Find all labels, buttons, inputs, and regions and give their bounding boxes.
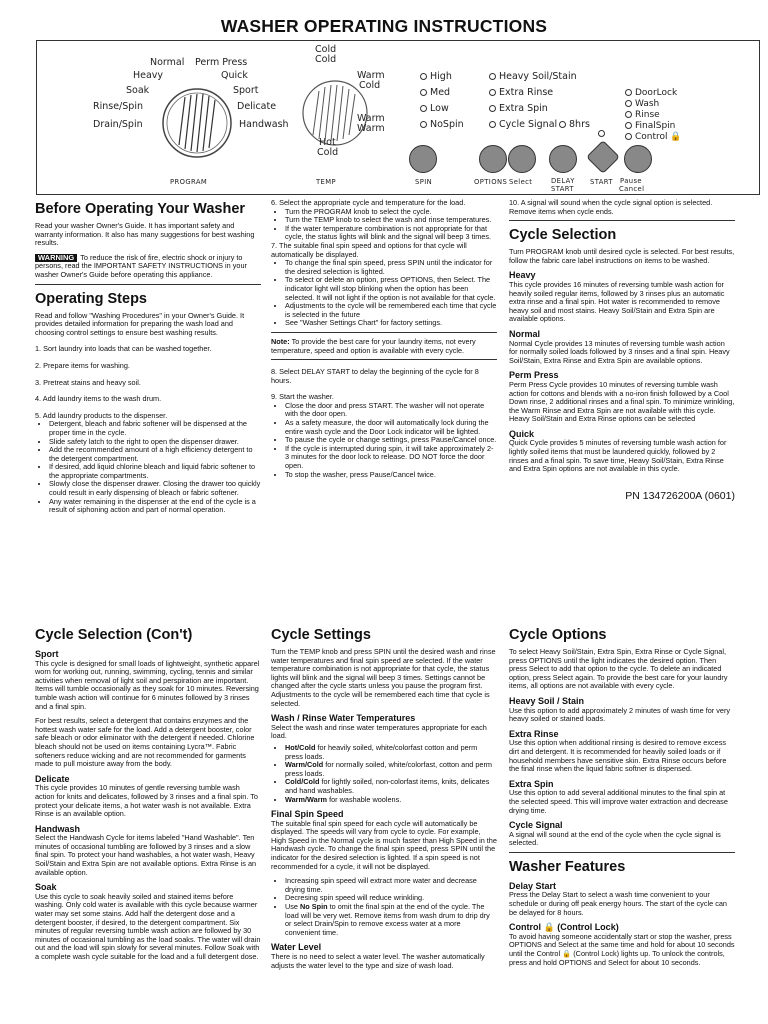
normal-text: Normal Cycle provides 13 minutes of reversing tumble wash action for normally soiled loads followed by 3 rinses and a final spin. Heavy Soil/Stain, Extra Rinse and Extra Spin are available options. (509, 338, 730, 365)
program-handwash: Handwash (239, 119, 289, 130)
step-2: 2. Prepare items for washing. (35, 360, 130, 370)
steps-text: Read and follow "Washing Procedures" in your Owner's Guide. It provides detailed information for preparing the wash load and choosing control settings to ensure best washing results. (35, 310, 245, 337)
es-heading: Extra Spin (509, 778, 554, 789)
divider (509, 220, 735, 221)
lock-icon: 🔒 (670, 132, 682, 142)
ctrl-text: To avoid having someone accidentally start or stop the washer, press OPTIONS and Select at the same time and hold for about 10 seconds until the Control 🔒 (Control Lock) lights up. To unlock the controls, press and hold OPTIONS and Select for about 10 seconds. (509, 931, 735, 967)
divider (509, 852, 735, 853)
option-8hrs-led: 8hrs (559, 119, 590, 130)
spin-nospin-led: NoSpin (420, 119, 464, 130)
list-item: • Detergent, bleach and fabric softener will be dispensed at the proper time in the cycle. (49, 420, 261, 437)
cycle-heading: Cycle Selection (509, 227, 617, 244)
temp-warm-cold-2: Cold (359, 80, 381, 91)
normal-heading: Normal (509, 328, 541, 339)
program-quick: Quick (221, 70, 248, 81)
temp-hot-cold-2: Cold (317, 147, 339, 158)
list-item: • Add the recommended amount of a high efficiency detergent to the detergent compartment. (49, 446, 261, 463)
list-item: • To stop the washer, press Pause/Cancel twice. (285, 471, 497, 480)
program-perm-press: Perm Press (195, 57, 248, 68)
hs-heading: Heavy Soil / Stain (509, 695, 585, 706)
sport-text: This cycle is designed for small loads of lightweight, synthetic apparel worn for working out, running, swimming, cycling, tennis and similar activities when removal of light soil and perspiration are important. Items will tumble occasionally as they soak for 10 minutes. Reversing tumble wash action will continue for 6 minutes followed by 3 rinses and a final spin. (35, 658, 260, 711)
steps-heading: Operating Steps (35, 290, 147, 307)
step-5-bullets (49, 420, 261, 515)
list-item: • To pause the cycle or change settings, press Pause/Cancel once. (285, 436, 497, 445)
start-indicator-led (598, 130, 605, 137)
ds-text: Press the Delay Start to select a wash time convenient to your schedule or during off peak energy hours. The start of the cycle can be delayed for 8 hours. (509, 890, 727, 917)
select-button[interactable] (508, 145, 536, 173)
status-control-led: Control 🔒 (625, 132, 682, 142)
status-wash-led: Wash (625, 99, 659, 109)
list-item: • Adjustments to the cycle will be remembered each time that cycle is selected in the future (285, 302, 497, 319)
list-item: • Decresing spin speed will reduce wrinkling. (285, 894, 497, 903)
sport-text-2: For best results, select a detergent that contains enzymes and the hottest wash water safe for the load. Add a detergent booster, color safe bleach or odor eliminator with the detergent if needed. Chlorine bleach should not be used on items containing Lycra™. Fabric softeners reduce wicking and are not recommended for garments made to pull moisture away from the body. (35, 716, 255, 769)
temp-warm-warm-2: Warm (357, 123, 385, 134)
list-item: • As a safety measure, the door will automatically lock during the entire wash cycle and the Door Lock indicator will be lighted. (285, 419, 497, 436)
delicate-heading: Delicate (35, 773, 70, 784)
handwash-heading: Handwash (35, 823, 81, 834)
list-item: • To select or delete an option, press OPTIONS, then Select. The indicator light will stop blinking when the option has been selected. It will not light if the option is not available for that cycle. (285, 276, 497, 302)
spin-low-led: Low (420, 103, 449, 114)
soak-text: Use this cycle to soak heavily soiled and stained items before washing. Only cold water is available with this cycle because warmer water may set some stains. Add half the detergent dose and a detergent booster, if desired, to the detergent compartment. Six minutes of regular reversing tumble wash action are followed by 30 minutes of occasional tumbling as the load soaks. The water will drain out and the load will spin slowly for several minutes. Follow Soak with a complete wash cycle suitable for the load and a full detergent dose. (35, 891, 261, 961)
cycle-text: Turn PROGRAM knob until desired cycle is selected. For best results, follow the fabric care label instructions on items to be washed. (509, 247, 735, 265)
temp-cold-cold-top1: Cold (315, 44, 337, 55)
option-cycle-signal-led: Cycle Signal (489, 119, 557, 130)
program-heavy: Heavy (133, 70, 164, 81)
list-item: • Warm/Cold for normally soiled, white/colorfast, cotton and perm press loads. (285, 761, 497, 778)
list-item: • Slowly close the dispenser drawer. Closing the drawer too quickly could result in early dispensing of bleach or fabric softener. (49, 480, 261, 497)
program-knob[interactable] (157, 83, 237, 163)
options-button[interactable] (479, 145, 507, 173)
before-text: Read your washer Owner's Guide. It has important safety and warranty information. It also has many suggestions for best washing results. (35, 221, 255, 248)
program-rinse-spin: Rinse/Spin (93, 101, 143, 112)
col-cycle-selection-cont (35, 626, 261, 965)
level-text: There is no need to select a water level. The washer automatically adjusts the water level to the type and size of wash load. (271, 952, 485, 970)
list-item: • If the cycle is interrupted during spin, it will take approximately 2-3 minutes for the door lock to release. DO NOT force the door open. (285, 445, 497, 471)
spin-med-led: Med (420, 87, 450, 98)
list-item: • Warm/Warm for washable woolens. (285, 796, 497, 805)
sport-heading: Sport (35, 649, 59, 659)
page-title: WASHER OPERATING INSTRUCTIONS (220, 16, 548, 36)
delicate-text: This cycle provides 10 minutes of gentle reversing tumble wash action for knits and delicates, followed by 3 rinses and a final spin. To protect your delicate items, a hot water wash is not available. Extra Rinse is an available option. (35, 783, 258, 819)
list-item: • If the water temperature combination is not appropriate for that cycle, the status lights will blink and the signal will beep 3 times. (285, 225, 497, 242)
divider (35, 284, 261, 285)
cs-text: A signal will sound at the end of the cycle when the cycle signal is selected. (509, 829, 721, 848)
status-doorlock-led: DoorLock (625, 88, 677, 98)
note-label: Note: (271, 336, 290, 346)
program-normal: Normal (150, 57, 185, 68)
spin-button[interactable] (409, 145, 437, 173)
delay-start-label: START (551, 185, 574, 193)
options-heading: Cycle Options (509, 627, 607, 643)
ctrl-heading: Control 🔒 (Control Lock) (509, 922, 619, 933)
spin-label: SPIN (415, 178, 433, 186)
col-cycle-settings (271, 626, 497, 973)
part-number: PN 134726200A (0601) (625, 489, 735, 502)
options-label: OPTIONS (474, 178, 508, 186)
note-text: To provide the best care for your laundry items, not every temperature, speed and option is available with every cycle. (271, 336, 476, 355)
pause-cancel-button[interactable] (624, 145, 652, 173)
level-heading: Water Level (271, 942, 322, 953)
list-item: • Cold/Cold for lightly soiled, non-colorfast items, knits, delicates and hand washables. (285, 778, 497, 795)
es-text: Use this option to add several additional minutes to the final spin at the selected speed. This will improve water extraction and decrease drying time. (509, 788, 728, 815)
program-delicate: Delicate (237, 101, 277, 112)
settings-heading: Cycle Settings (271, 627, 371, 643)
temp-warm-cold-1: Warm (357, 70, 385, 81)
step-1: 1. Sort laundry into loads that can be washed together. (35, 344, 212, 354)
list-item: • To change the final spin speed, press SPIN until the indicator for the desired selection is lighted. (285, 259, 497, 276)
before-heading: Before Operating Your Washer (35, 201, 246, 217)
heavy-text: This cycle provides 16 minutes of reversing tumble wash action for heavily soiled regular items, followed by 3 rinses plus an automatic extra rinse and a final spin. Hot water is recommended to remove heavy soil and most stains. Heavy Soil/Stain and Extra Spin are available options. (509, 279, 725, 324)
delay-label: DELAY (551, 177, 575, 185)
program-sport: Sport (233, 85, 259, 96)
step-7-bullets (285, 259, 497, 328)
col-before-operating (35, 200, 261, 515)
er-heading: Extra Rinse (509, 728, 559, 739)
list-item: • Use No Spin to omit the final spin at the end of the cycle. The load will be very wet. Remove items from wash drum to drip dry or select Drain/Spin to remove excess water at a more convenient time. (285, 903, 497, 937)
step-6-bullets (285, 208, 497, 242)
spin-high-led: High (420, 71, 452, 82)
step-10: 10. A signal will sound when the cycle signal option is selected. Remove items when cycle ends. (509, 198, 713, 216)
divider (271, 359, 497, 360)
heavy-heading: Heavy (509, 270, 536, 281)
temp-warm-warm-1: Warm (357, 113, 385, 124)
temp-label: TEMP (316, 178, 337, 186)
features-heading: Washer Features (509, 858, 626, 875)
option-extra-spin-led: Extra Spin (489, 103, 548, 114)
list-item: • Close the door and press START. The washer will not operate with the door open. (285, 402, 497, 419)
list-item: • Any water remaining in the dispenser at the end of the cycle is a result of siphoning action and part of normal operation. (49, 498, 261, 515)
quick-heading: Quick (509, 428, 535, 439)
temps-heading: Wash / Rinse Water Temperatures (271, 713, 416, 724)
list-item: • Turn the TEMP knob to select the wash and rinse temperatures. (285, 216, 497, 225)
step-7: 7. The suitable final spin speed and options for that cycle will automatically be displayed. (271, 240, 467, 259)
option-heavy-soil-led: Heavy Soil/Stain (489, 71, 577, 82)
list-item: • Turn the PROGRAM knob to select the cycle. (285, 208, 497, 217)
status-finalspin-led: FinalSpin (625, 121, 675, 131)
divider (271, 332, 497, 333)
step-6: 6. Select the appropriate cycle and temperature for the load. (271, 198, 466, 207)
options-text: To select Heavy Soil/Stain, Extra Spin, Extra Rinse or Cycle Signal, press OPTIONS until the light indicates the desired option. Then press Select to add that option to the cycle. To delete an indicated option, press Select again. To provide the best care for your laundry items, all options are not available with every cycle. (509, 647, 728, 691)
program-soak: Soak (126, 85, 150, 96)
temps-text: Select the wash and rinse water temperatures appropriate for each load. (271, 722, 487, 741)
program-label: PROGRAM (170, 178, 208, 186)
perm-heading: Perm Press (509, 370, 559, 381)
step-8: 8. Select DELAY START to delay the beginning of the cycle for 8 hours. (271, 367, 479, 385)
status-rinse-led: Rinse (625, 110, 660, 120)
temp-hot-cold-1: Hot (319, 137, 336, 148)
cs-heading: Cycle Signal (509, 820, 563, 831)
perm-text: Perm Press Cycle provides 10 minutes of reversing tumble wash action for cottons and blends with a no-iron finish followed by a Cool Down rinse, 2 additional rinses and a final spin. To minimize wrinkling, the Warm Rinse and Extra Spin are not available with this cycle. Heavy Soil/Stain and Extra Rinse options can be selected (509, 379, 735, 424)
col-cycle-options (509, 626, 735, 970)
cont-heading: Cycle Selection (Con't) (35, 627, 193, 643)
cancel-label: Cancel (619, 185, 645, 193)
ds-heading: Delay Start (509, 880, 557, 891)
list-item: • See "Washer Settings Chart" for factory settings. (285, 319, 497, 328)
temp-cold-cold-top2: Cold (315, 54, 337, 65)
step-9-bullets (285, 402, 497, 479)
er-text: Use this option when additional rinsing is desired to remove excess dirt and detergent. It is recommended for heavily soiled loads or if household members have sensitive skin. Extra Rinse occurs before the final rinse when the liquid fabric softner is dispensed. (509, 738, 727, 774)
option-extra-rinse-led: Extra Rinse (489, 87, 553, 98)
start-button[interactable] (586, 140, 620, 174)
start-label: START (590, 178, 613, 186)
step-4: 4. Add laundry items to the wash drum. (35, 394, 162, 404)
step-9: 9. Start the washer. (271, 392, 334, 402)
warning-text: To reduce the risk of fire, electric shock or injury to persons, read the IMPORTANT SAFETY INSTRUCTIONS in your washer Owner's Guide before operating this appliance. (35, 252, 247, 279)
warning-badge: WARNING (35, 254, 77, 263)
soak-heading: Soak (35, 882, 57, 893)
list-item: • Slide safety latch to the right to open the dispenser drawer. (49, 438, 261, 447)
hs-text: Use this option to add approximately 2 minutes of wash time for very heavy soiled or stained loads. (509, 705, 731, 724)
program-drain-spin: Drain/Spin (93, 119, 143, 130)
spin-text: The suitable final spin speed for each cycle will automatically be displayed. The speeds will vary from cycle to cycle. For example, High Speed in the Normal cycle is much faster than High Speed in the Handwash cycle. To change the final spin speed, press SPIN until the indicator for the desired selection is lighted. If a spin speed is not recommended for a cycle, it will not be displayed. (271, 818, 497, 871)
col-cycle-selection (509, 199, 735, 500)
list-item: • Increasing spin speed will extract more water and decrease drying time. (285, 877, 497, 894)
note (271, 338, 497, 355)
step-3: 3. Pretreat stains and heavy soil. (35, 377, 141, 387)
step-5: 5. Add laundry products to the dispenser. (35, 410, 168, 420)
quick-text: Quick Cycle provides 5 minutes of reversing tumble wash action for lightly soiled items that must be laundered quickly, followed by 2 rinses and a final spin. To save time, Heavy Soil/Stain, Extra Rinse and Extra Spin options are not available in this cycle. (509, 438, 727, 474)
control-panel (36, 40, 760, 195)
list-item: • Hot/Cold for heavily soiled, white/colorfast cotton and perm press loads. (285, 744, 497, 761)
spin-list (285, 877, 497, 937)
handwash-text: Select the Handwash Cycle for items labeled "Hand Washable". Ten minutes of occasional tumbling are followed by 3 rinses and a slow final spin. To protect your hand washables, a hot water wash, Heavy Soil/Stain and Extra Spin are not available options. Extra Rinse is an available option. (35, 833, 257, 877)
select-label: Select (509, 178, 533, 186)
temps-list (285, 744, 497, 804)
col-steps-continued (271, 199, 497, 479)
delay-start-button[interactable] (549, 145, 577, 173)
warning-block (35, 254, 261, 280)
spin-heading: Final Spin Speed (271, 809, 344, 820)
pause-label: Pause (620, 177, 642, 185)
list-item: • If desired, add liquid chlorine bleach and liquid fabric softener to the appropriate compartments. (49, 463, 261, 480)
settings-text: Turn the TEMP knob and press SPIN until the desired wash and rinse water temperatures and final spin speed are selected. If the water temperature combination is not appropriate for that cycle, the status lights will blink and the signal will beep 3 times. Settings cannot be changed after the cycle starts unless you pause the program first. Adjustments to the cycle will be remembered each time that cycle is selected. (271, 647, 496, 708)
